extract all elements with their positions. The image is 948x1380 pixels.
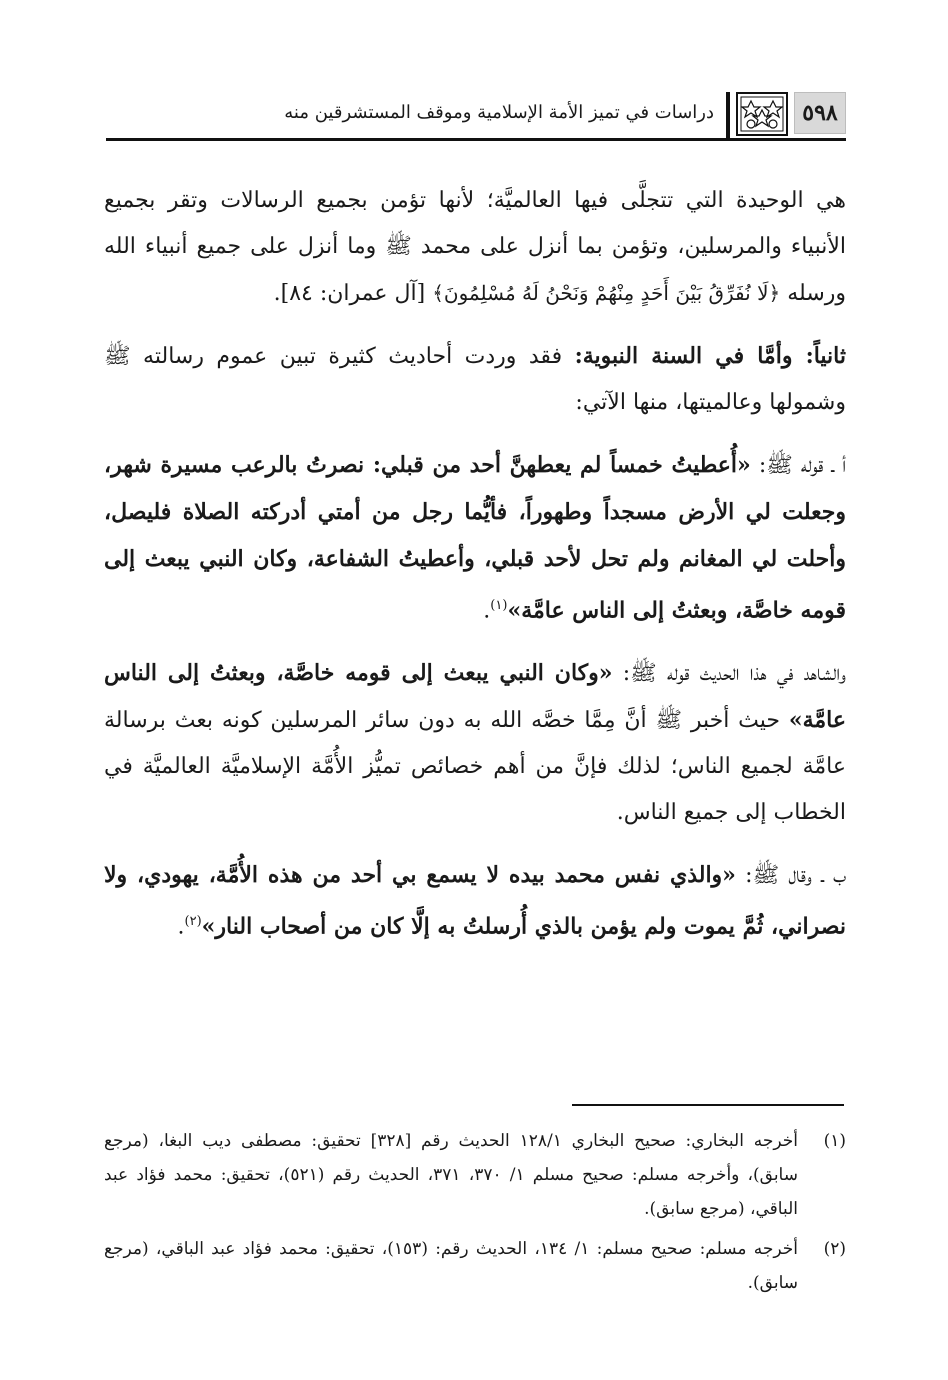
footnote-ref: (٢) — [184, 914, 202, 930]
geometric-star-ornament-icon — [736, 92, 788, 136]
main-text — [104, 178, 846, 951]
paragraph — [104, 852, 846, 950]
section-heading: ثانياً: وأمَّا في السنة النبوية: — [574, 343, 847, 369]
hadith-intro: ب ـ وقال ﷺ: — [745, 863, 846, 889]
sentence-end: . — [177, 914, 185, 940]
hadith-text: «أُعطيتُ خمساً لم يعطهنَّ أحد من قبلي: نصرتُ بالرعب مسيرة شهر، وجعلت لي الأرض مسجداً وطهوراً، فأيُّما رجل من أمتي أدركته الصلاة فليصل، وأحلت لي المغانم ولم تحل لأحد قبلي، وأعطيتُ الشفاعة، وكان النبي يبعث إلى قومه خاصَّة، وبعثتُ إلى الناس عامَّة» — [104, 452, 846, 624]
header-divider-bar — [726, 92, 730, 138]
footnote-number: (٢) — [823, 1239, 846, 1259]
verse-reference: [آل عمران: ٨٤]. — [273, 281, 426, 306]
page-number: ٥٩٨ — [794, 92, 846, 134]
running-header-title: دراسات في تميز الأمة الإسلامية وموقف المستشرقين منه — [284, 102, 714, 123]
footnote-separator — [572, 1104, 844, 1106]
paragraph-text: هي الوحيدة التي تتجلَّى فيها العالميَّة؛ لأنها تؤمن بجميع الرسالات وتقر بجميع الأنبياء والمرسلين، وتؤمن بما أنزل على محمد ﷺ وما أنزل على جميع أنبياء الله ورسله — [104, 188, 846, 306]
footnote-text: أخرجه البخاري: صحيح البخاري ١٢٨/١ الحديث رقم [٣٢٨] تحقيق: مصطفى ديب البغا، (مرجع سابق)، وأخرجه مسلم: صحيح مسلم ١/ ٣٧٠، ٣٧١، الحديث رقم (٥٢١)، تحقيق: محمد فؤاد عبد الباقي، (مرجع سابق). — [104, 1131, 798, 1219]
paragraph — [104, 650, 846, 836]
quran-verse: ﴿لَا نُفَرِّقُ بَيْنَ أَحَدٍ مِنْهُمْ وَنَحْنُ لَهُ مُسْلِمُونَ﴾ — [432, 281, 781, 305]
paragraph — [104, 178, 846, 317]
paragraph-text: فقد وردت أحاديث كثيرة تبين عموم رسالته ﷺ وشمولها وعالميتها، منها الآتي: — [104, 344, 846, 415]
footnote-ref: (١) — [490, 598, 508, 613]
paragraph — [104, 333, 846, 426]
hadith-quote: «وكان النبي يبعث إلى قومه خاصَّة، وبعثتُ إلى الناس عامَّة» — [104, 660, 846, 734]
page-header — [106, 92, 846, 140]
header-rule — [106, 138, 846, 141]
paragraph-intro: والشاهد في هذا الحديث قوله ﷺ: — [622, 661, 846, 687]
footnotes — [104, 1124, 846, 1306]
sentence-end: . — [483, 598, 491, 624]
paragraph-text: حيث أخبر ﷺ أنَّ مِمَّا خصَّه الله به دون سائر المرسلين كونه بعث برسالة عامَّة لجميع الناس؛ لذلك فإنَّ من أهم خصائص تميُّز الأُمَّة الإسلاميَّة العالميَّة في الخطاب إلى جميع الناس. — [104, 708, 846, 826]
paragraph — [104, 442, 846, 634]
hadith-intro: أ ـ قوله ﷺ: — [758, 453, 847, 478]
footnote-number: (١) — [823, 1131, 846, 1151]
hadith-text: «والذي نفس محمد بيده لا يسمع بي أحد من هذه الأُمَّة، يهودي، ولا نصراني، ثُمَّ يموت ولم يؤمن بالذي أُرسلتُ به إلَّا كان من أصحاب النار» — [104, 862, 846, 940]
footnote — [104, 1232, 846, 1300]
footnote-text: أخرجه مسلم: صحيح مسلم: ١/ ١٣٤، الحديث رقم: (١٥٣)، تحقيق: محمد فؤاد عبد الباقي، (مرجع سابق). — [104, 1239, 798, 1293]
footnote — [104, 1124, 846, 1226]
